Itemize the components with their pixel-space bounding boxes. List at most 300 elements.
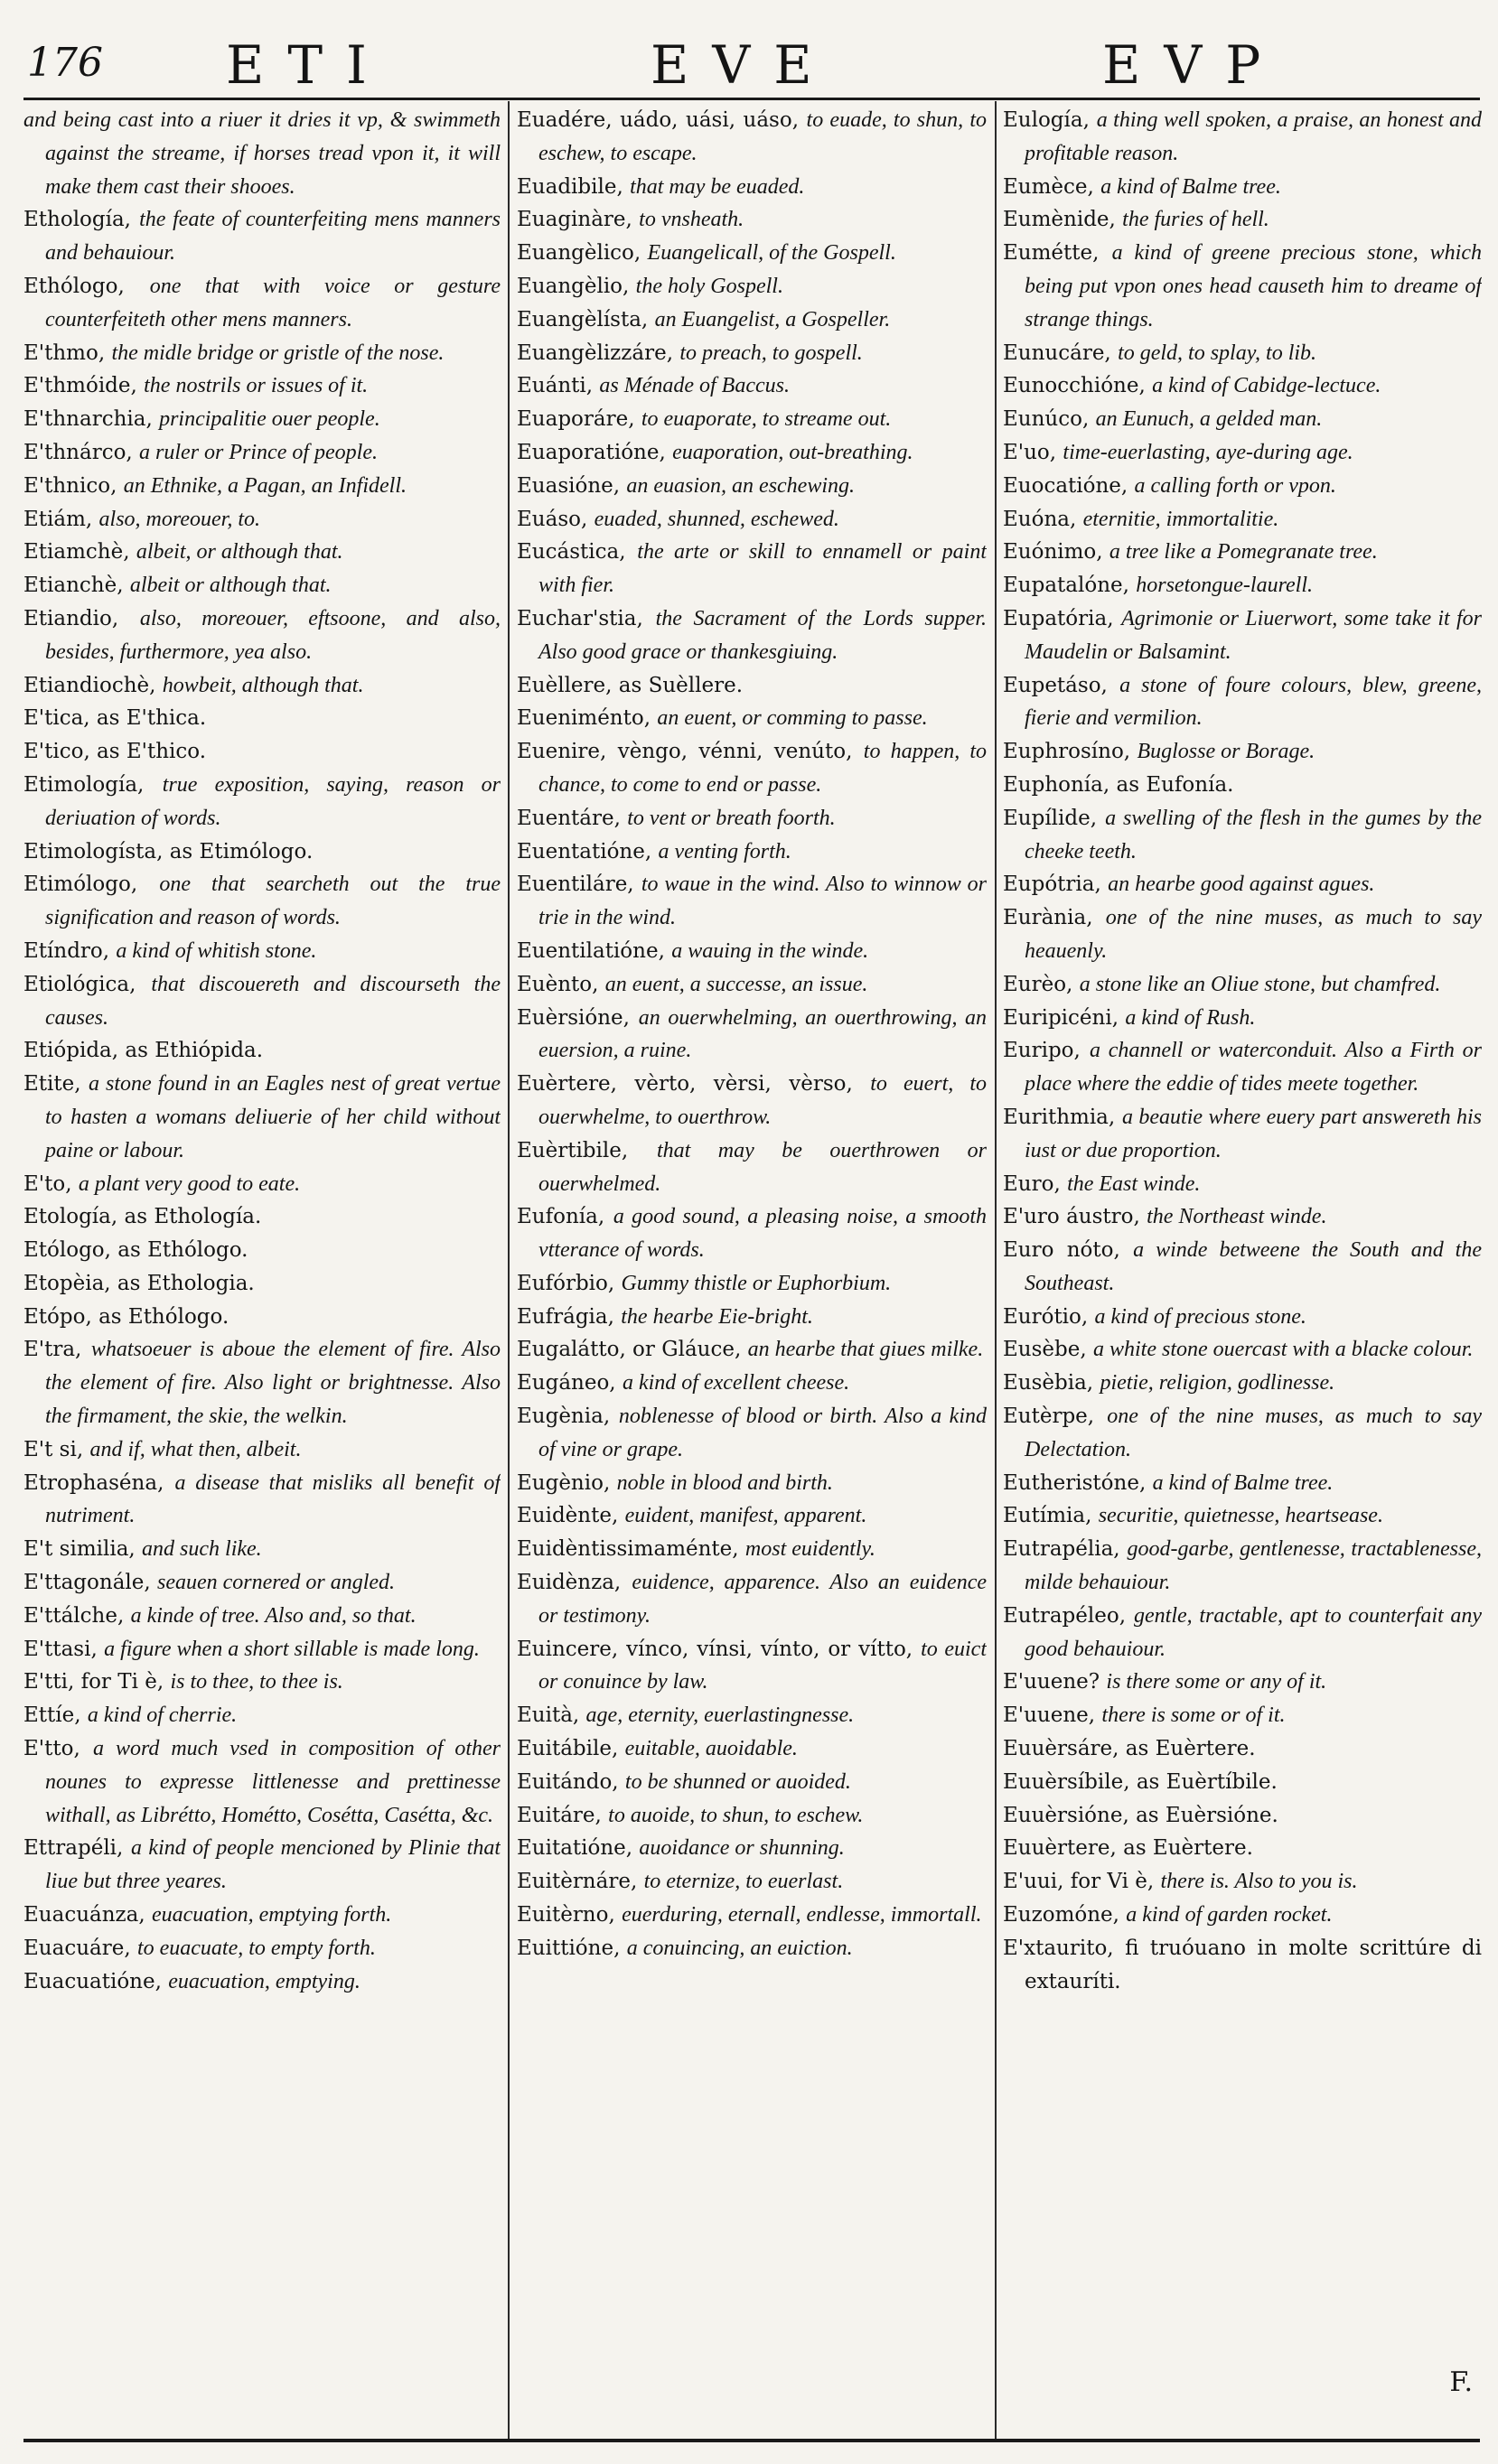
entry-definition: whatsoeuer is aboue the element of fire. Also the element of fire. Also light or brightnesse. Also the firmament, the skie, the welkin. [45, 1338, 501, 1429]
dictionary-entry [1003, 1467, 1482, 1500]
header-guide-right: EVP [1102, 34, 1285, 96]
dictionary-entry [517, 1267, 987, 1301]
entry-headword: Euphonía, as Eufonía. [1003, 772, 1234, 797]
dictionary-entry [517, 1633, 987, 1700]
entry-headword: Euripicéni, [1003, 1005, 1119, 1030]
dictionary-entry [23, 536, 501, 569]
dictionary-entry [1003, 1533, 1482, 1600]
entry-headword: Euadibile, [517, 174, 623, 199]
entry-definition: euident, manifest, apparent. [624, 1504, 867, 1528]
header-guide-center: EVE [651, 34, 836, 96]
entry-definition: euidence, apparence. Also an euidence or testimony. [538, 1571, 987, 1628]
entry-definition: euaded, shunned, eschewed. [594, 507, 839, 531]
entry-headword: Etiandio, [23, 606, 119, 630]
entry-headword: Euincere, vínco, vínsi, vínto, or vítto, [517, 1637, 913, 1661]
dictionary-entry [517, 436, 987, 470]
dictionary-entry [517, 1333, 987, 1367]
entry-headword: Euméttе, [1003, 241, 1100, 266]
entry-headword: E'ttálche, [23, 1603, 125, 1628]
entry-headword: Euaporáre, [517, 407, 635, 432]
entry-headword: Eugalátto, or Gláuce, [517, 1338, 742, 1362]
entry-headword: E'tti, for Ti è, [23, 1670, 164, 1694]
entry-definition: howbeit, although that. [162, 673, 364, 697]
dictionary-entry [517, 171, 987, 204]
entry-headword: Euitatióne, [517, 1836, 633, 1861]
entry-definition: a word much vsed in composition of other nounes to expresse littlenesse and prettinesse withall, as Librétto, Hométto, Cosétta, Casétta, &c. [45, 1737, 501, 1827]
entry-definition: to eternize, to euerlast. [643, 1870, 844, 1894]
dictionary-entry [1003, 569, 1482, 602]
entry-headword: Euitábile, [517, 1737, 619, 1761]
dictionary-entry [23, 1267, 501, 1301]
footer-rule [23, 2439, 1480, 2442]
entry-definition: a white stone ouercast with a blacke colour. [1092, 1338, 1474, 1362]
entry-headword: Euentiláre, [517, 873, 634, 897]
page-number: 176 [27, 40, 103, 86]
column-divider [508, 101, 510, 2439]
entry-headword: Etiandiochè, [23, 673, 156, 697]
dictionary-entry [23, 868, 501, 935]
entry-headword: Euènto, [517, 972, 599, 996]
entry-definition: as Ménade of Baccus. [599, 374, 790, 398]
entry-definition: a thing well spoken, a praise, an honest and profitable reason. [1025, 108, 1482, 165]
entry-definition: an euent, a successe, an issue. [604, 972, 868, 996]
dictionary-entry [1003, 868, 1482, 901]
entry-definition: the feate of counterfeiting mens manners and behauiour. [45, 208, 501, 266]
entry-headword: Eufrágia, [517, 1304, 614, 1329]
dictionary-entry [23, 403, 501, 436]
entry-headword: Eufonía, [517, 1205, 605, 1229]
entry-headword: Eunúco, [1003, 407, 1090, 432]
entry-headword: E'tto, [23, 1737, 80, 1761]
entry-headword: Eutímia, [1003, 1504, 1092, 1528]
entry-headword: Euuèrsióne, as Euèrsióne. [1003, 1803, 1278, 1827]
dictionary-entry [1003, 1865, 1482, 1899]
entry-definition: a winde betweene the South and the Southeast. [1025, 1238, 1482, 1295]
dictionary-entry [517, 1367, 987, 1400]
entry-headword: Euidèntissimaménte, [517, 1537, 739, 1562]
entry-headword: Euuèrtere, as Euèrtere. [1003, 1836, 1253, 1861]
entry-definition: the arte or skill to ennamell or paint with fier. [538, 540, 987, 598]
entry-definition: that may be euaded. [630, 174, 805, 199]
entry-definition: to euacuate, to empty forth. [136, 1936, 376, 1960]
dictionary-entry [517, 1002, 987, 1069]
entry-definition: noble in blood and birth. [616, 1470, 833, 1495]
entry-headword: Euro, [1003, 1171, 1061, 1196]
entry-headword: Euitándo, [517, 1769, 619, 1794]
entry-headword: Euro nóto, [1003, 1238, 1120, 1263]
dictionary-entry [517, 1699, 987, 1732]
entry-definition: an euasion, an eschewing. [626, 473, 856, 498]
entry-headword: Euitáre, [517, 1803, 602, 1827]
dictionary-entry [517, 369, 987, 403]
entry-headword: Eutrapélia, [1003, 1537, 1120, 1562]
dictionary-entry [1003, 1732, 1482, 1766]
entry-definition: horsetongue-laurell. [1136, 574, 1313, 598]
dictionary-entry [517, 1533, 987, 1566]
entry-headword: Eusèbe, [1003, 1338, 1087, 1362]
entry-headword: Eunucáre, [1003, 341, 1111, 365]
entry-definition: also, moreouer, to. [98, 507, 260, 531]
entry-definition: Euangelicall, of the Gospell. [647, 241, 896, 266]
dictionary-entry [1003, 1400, 1482, 1467]
entry-headword: Eupatalóne, [1003, 574, 1129, 598]
entry-definition: albeit, or although that. [136, 540, 343, 565]
dictionary-entry [23, 470, 501, 503]
entry-definition: to euert, to ouerwhelme, to ouerthrow. [538, 1072, 987, 1129]
dictionary-entry [517, 203, 987, 237]
dictionary-entry [1003, 104, 1482, 171]
entry-definition: securitie, quietnesse, heartsease. [1098, 1504, 1383, 1528]
dictionary-entry [23, 1234, 501, 1267]
entry-headword: Eufórbio, [517, 1271, 615, 1295]
entry-headword: Eutèrpe, [1003, 1405, 1095, 1429]
entry-headword: Etólogo, as Ethólogo. [23, 1238, 248, 1263]
dictionary-entry [1003, 901, 1482, 968]
dictionary-entry [1003, 369, 1482, 403]
entry-definition: one of the nine muses, as much to say heauenly. [1025, 906, 1482, 963]
dictionary-entry [517, 602, 987, 669]
entry-headword: Euèrtibile, [517, 1138, 629, 1162]
dictionary-entry [1003, 1666, 1482, 1699]
dictionary-entry [1003, 171, 1482, 204]
dictionary-entry [517, 735, 987, 802]
entry-definition: to waue in the wind. Also to winnow or trie in the wind. [538, 873, 987, 930]
dictionary-entry [23, 1732, 501, 1832]
dictionary-entry [517, 935, 987, 968]
dictionary-entry [23, 1932, 501, 1965]
dictionary-entry [1003, 337, 1482, 370]
dictionary-entry [517, 536, 987, 602]
dictionary-entry [1003, 536, 1482, 569]
entry-definition: an hearbe good against agues. [1108, 873, 1375, 897]
dictionary-entry [1003, 1766, 1482, 1799]
entry-headword: Euánti, [517, 374, 594, 398]
entry-definition: that may be ouerthrowen or ouerwhelmed. [538, 1138, 987, 1196]
dictionary-entry [517, 1766, 987, 1799]
entry-headword: Eurània, [1003, 906, 1093, 930]
dictionary-entry [517, 1932, 987, 1965]
dictionary-entry [517, 237, 987, 270]
dictionary-column-2 [517, 104, 987, 2425]
entry-definition: an euent, or comming to passe. [657, 706, 928, 731]
entry-headword: Euitèrno, [517, 1903, 615, 1927]
dictionary-entry [23, 1034, 501, 1068]
entry-definition: Buglosse or Borage. [1137, 740, 1315, 764]
entry-definition: a conuincing, an euiction. [626, 1936, 853, 1960]
entry-definition: euacuation, emptying. [168, 1969, 360, 1993]
entry-headword: Euasióne, [517, 473, 621, 498]
entry-definition: one that searcheth out the true signification and reason of words. [45, 873, 501, 930]
entry-definition: a venting forth. [658, 839, 791, 863]
entry-headword: Etimologísta, as Etimólogo. [23, 839, 314, 863]
dictionary-entry [1003, 1699, 1482, 1732]
entry-headword: Euità, [517, 1703, 580, 1728]
entry-headword: Euentilatióne, [517, 938, 665, 963]
dictionary-entry [23, 735, 501, 769]
entry-headword: E'uro áustro, [1003, 1205, 1140, 1229]
entry-headword: E'thnico, [23, 473, 117, 498]
entry-definition: an ouerwhelming, an ouerthrowing, an euersion, a ruine. [538, 1005, 987, 1063]
entry-definition: a stone of foure colours, blew, greene, fierie and vermilion. [1025, 673, 1482, 731]
dictionary-entry [23, 1333, 501, 1433]
entry-headword: Euadére, uádo, uási, uáso, [517, 108, 800, 132]
entry-headword: E'uuene, [1003, 1703, 1096, 1728]
entry-headword: Eurèo, [1003, 972, 1073, 996]
entry-headword: Euittióne, [517, 1936, 621, 1960]
entry-headword: Eugènio, [517, 1470, 611, 1495]
entry-headword: Eupílide, [1003, 806, 1098, 830]
entry-headword: Etrophaséna, [23, 1470, 164, 1495]
entry-definition: a kinde of tree. Also and, so that. [130, 1603, 417, 1628]
dictionary-entry [1003, 403, 1482, 436]
entry-headword: Eueniménto, [517, 706, 651, 731]
entry-definition: a kind of whitish stone. [116, 938, 317, 963]
dictionary-entry [23, 702, 501, 735]
dictionary-entry [517, 303, 987, 337]
entry-headword: E'xtaurito, fi truóuano in molte scrittúre di extauríti. [1003, 1936, 1482, 1993]
dictionary-entry [23, 436, 501, 470]
dictionary-entry [1003, 1832, 1482, 1865]
entry-definition: to euict or conuince by law. [538, 1637, 987, 1694]
dictionary-entry [23, 1832, 501, 1899]
entry-definition: a kind of Balme tree. [1100, 174, 1281, 199]
entry-definition: albeit or although that. [129, 574, 332, 598]
entry-definition: good-garbe, gentlenesse, tractablenesse, milde behauiour. [1025, 1537, 1482, 1595]
entry-headword: Euphrosíno, [1003, 740, 1131, 764]
entry-headword: Euèrtere, vèrto, vèrsi, vèrso, [517, 1072, 853, 1097]
entry-headword: Euacuáre, [23, 1936, 131, 1960]
dictionary-entry [23, 1533, 501, 1566]
entry-headword: Euuèrsíbile, as Euèrtíbile. [1003, 1769, 1278, 1794]
entry-headword: E'tico, as E'thico. [23, 740, 207, 764]
entry-definition: the Northeast winde. [1147, 1205, 1327, 1229]
dictionary-entry [517, 270, 987, 303]
entry-headword: Euónimo, [1003, 540, 1103, 565]
running-header [18, 18, 1482, 96]
dictionary-entry [23, 602, 501, 669]
dictionary-column-3 [1003, 104, 1482, 2425]
entry-headword: Euentatióne, [517, 839, 652, 863]
dictionary-entry [1003, 769, 1482, 802]
entry-headword: Etiamchè, [23, 540, 130, 565]
entry-headword: E'thmo, [23, 341, 106, 365]
entry-definition: a ruler or Prince of people. [139, 440, 378, 464]
entry-definition: most euidently. [744, 1537, 875, 1562]
entry-definition: Gummy thistle or Euphorbium. [621, 1271, 892, 1295]
dictionary-entry [1003, 503, 1482, 537]
entry-headword: Eupatória, [1003, 606, 1114, 630]
entry-headword: Euèllere, as Suèllere. [517, 673, 744, 697]
dictionary-entry [23, 1666, 501, 1699]
entry-definition: there is. Also to you is. [1160, 1870, 1358, 1894]
entry-definition: to euaporate, to streame out. [641, 407, 892, 432]
dictionary-entry [517, 1467, 987, 1500]
dictionary-entry [23, 1699, 501, 1732]
dictionary-entry [23, 1068, 501, 1167]
entry-headword: Eurithmia, [1003, 1105, 1116, 1129]
entry-headword: Euacuatióne, [23, 1969, 162, 1993]
dictionary-entry [517, 669, 987, 703]
dictionary-entry [517, 868, 987, 935]
entry-headword: Eucástica, [517, 540, 626, 565]
entry-definition: a calling forth or vpon. [1134, 473, 1336, 498]
entry-definition: is to thee, to thee is. [170, 1670, 343, 1694]
entry-definition: a beautie where euery part answereth his iust or due proportion. [1025, 1105, 1482, 1162]
dictionary-entry [1003, 1301, 1482, 1334]
entry-headword: Eulogía, [1003, 108, 1090, 132]
entry-headword: Etíndro, [23, 938, 110, 963]
dictionary-entry [1003, 1799, 1482, 1833]
entry-definition: an Euangelist, a Gospeller. [654, 307, 891, 331]
dictionary-entry [1003, 436, 1482, 470]
dictionary-entry [1003, 1499, 1482, 1533]
entry-headword: Eumèce, [1003, 174, 1094, 199]
entry-headword: E't similia, [23, 1537, 136, 1562]
dictionary-entry [23, 769, 501, 835]
entry-definition: pietie, religion, godlinesse. [1100, 1371, 1335, 1395]
entry-headword: E'thnárco, [23, 440, 133, 464]
dictionary-entry [23, 669, 501, 703]
dictionary-entry [1003, 1200, 1482, 1234]
dictionary-entry [23, 1168, 501, 1201]
dictionary-entry [1003, 968, 1482, 1002]
entry-headword: Euóna, [1003, 507, 1077, 531]
entry-headword: Euripo, [1003, 1039, 1081, 1063]
dictionary-entry [517, 1865, 987, 1899]
entry-headword: E'tica, as E'thica. [23, 706, 207, 731]
entry-definition: one of the nine muses, as much to say Delectation. [1025, 1405, 1482, 1461]
dictionary-entry [1003, 1899, 1482, 1932]
entry-headword: Etite, [23, 1072, 81, 1097]
entry-definition: a kind of greene precious stone, which being put vpon ones head causeth him to dreame of strange things. [1025, 241, 1482, 331]
entry-headword: E'tra, [23, 1338, 82, 1362]
dictionary-entry [517, 1301, 987, 1334]
entry-definition: and such like. [142, 1537, 262, 1562]
dictionary-entry [1003, 1002, 1482, 1035]
entry-headword: Etopèia, as Ethologia. [23, 1271, 255, 1295]
entry-definition: to geld, to splay, to lib. [1118, 341, 1317, 365]
entry-headword: Eumènide, [1003, 208, 1116, 232]
dictionary-entry [1003, 1101, 1482, 1168]
entry-definition: a kind of garden rocket. [1126, 1903, 1333, 1927]
entry-headword: Euaporatióne, [517, 440, 666, 464]
dictionary-entry [23, 337, 501, 370]
dictionary-entry [517, 1499, 987, 1533]
entry-definition: also, moreouer, eftsoone, and also, besides, furthermore, yea also. [45, 606, 501, 664]
dictionary-entry [1003, 470, 1482, 503]
entry-definition: a tree like a Pomegranate tree. [1109, 540, 1378, 565]
entry-headword: Eutrapéleo, [1003, 1603, 1127, 1628]
dictionary-entry [1003, 1600, 1482, 1666]
entry-definition: that discouereth and discourseth the causes. [45, 972, 501, 1030]
dictionary-entry [23, 1467, 501, 1534]
entry-headword: Etimólogo, [23, 873, 138, 897]
dictionary-entry [517, 1732, 987, 1766]
entry-headword: Ettíe, [23, 1703, 81, 1728]
entry-definition: the midle bridge or gristle of the nose. [111, 341, 445, 365]
entry-headword: Ethología, [23, 208, 131, 232]
entry-headword: Ethólogo, [23, 274, 125, 298]
entry-definition: euitable, auoidable. [624, 1737, 798, 1761]
entry-definition: euaporation, out-breathing. [672, 440, 913, 464]
entry-definition: auoidance or shunning. [639, 1836, 845, 1861]
entry-definition: euerduring, eternall, endlesse, immortall. [622, 1903, 982, 1927]
entry-headword: Euitèrnáre, [517, 1870, 638, 1894]
dictionary-entry [517, 337, 987, 370]
entry-definition: one that with voice or gesture counterfeiteth other mens manners. [45, 274, 501, 331]
entry-headword: Eusèbia, [1003, 1371, 1094, 1395]
entry-definition: a disease that misliks all benefit of nutriment. [45, 1470, 501, 1528]
entry-headword: Eupetáso, [1003, 673, 1108, 697]
entry-headword: Euenire, vèngo, vénni, venúto, [517, 740, 853, 764]
dictionary-entry [1003, 1034, 1482, 1101]
entry-headword: Etópo, as Ethólogo. [23, 1304, 229, 1329]
entry-definition: the hearbe Eie-bright. [621, 1304, 813, 1329]
entry-definition: the Sacrament of the Lords supper. Also good grace or thankesgiuing. [538, 606, 987, 664]
dictionary-entry [23, 104, 501, 203]
entry-definition: to euade, to shun, to eschew, to escape. [538, 108, 987, 165]
entry-headword: E'thmóide, [23, 374, 137, 398]
dictionary-entry [517, 1566, 987, 1633]
entry-headword: Eugènia, [517, 1405, 611, 1429]
entry-headword: Euocatióne, [1003, 473, 1128, 498]
entry-definition: a kind of excellent cheese. [622, 1371, 850, 1395]
entry-definition: to happen, to chance, to come to end or passe. [538, 740, 987, 797]
entry-definition: a plant very good to eate. [78, 1171, 301, 1196]
entry-definition: a good sound, a pleasing noise, a smooth vtterance of words. [538, 1205, 987, 1263]
dictionary-entry [23, 968, 501, 1035]
entry-headword: E'ttasi, [23, 1637, 98, 1661]
entry-headword: E'uuene? [1003, 1670, 1100, 1694]
entry-headword: Euangèlio, [517, 274, 630, 298]
dictionary-entry [517, 1400, 987, 1467]
entry-definition: time-euerlasting, aye-during age. [1063, 440, 1353, 464]
entry-headword: Euzomóne, [1003, 1903, 1119, 1927]
entry-headword: Euchar'stia, [517, 606, 643, 630]
entry-definition: the holy Gospell. [635, 274, 783, 298]
dictionary-entry [1003, 1333, 1482, 1367]
entry-headword: E't si, [23, 1437, 84, 1461]
dictionary-entry [517, 1068, 987, 1134]
dictionary-entry [23, 369, 501, 403]
entry-headword: Etiám, [23, 507, 93, 531]
dictionary-entry [517, 802, 987, 835]
entry-headword: Euáso, [517, 507, 588, 531]
dictionary-entry [1003, 1168, 1482, 1201]
dictionary-entry [1003, 1367, 1482, 1400]
entry-headword: Euidènte, [517, 1504, 619, 1528]
entry-definition: true exposition, saying, reason or deriuation of words. [45, 772, 501, 830]
entry-headword: Eutheristóne, [1003, 1470, 1147, 1495]
dictionary-entry [517, 1832, 987, 1865]
entry-definition: euacuation, emptying forth. [152, 1903, 392, 1927]
entry-headword: E'ttagonále, [23, 1571, 151, 1595]
entry-definition: a figure when a short sillable is made long. [104, 1637, 480, 1661]
entry-definition: a kind of people mencioned by Plinie that liue but three yeares. [45, 1836, 501, 1894]
entry-definition: to vnsheath. [639, 208, 744, 232]
entry-definition: a channell or waterconduit. Also a Firth or place where the eddie of tides meete together. [1025, 1039, 1482, 1097]
entry-definition: age, eternity, euerlastingnesse. [585, 1703, 855, 1728]
dictionary-entry [1003, 1932, 1482, 1999]
entry-headword: Euangèlico, [517, 241, 641, 266]
entry-headword: Etiológica, [23, 972, 136, 996]
dictionary-entry [1003, 602, 1482, 669]
entry-headword: Euangèlizzáre, [517, 341, 674, 365]
catchword: F. [1449, 2366, 1473, 2398]
entry-headword: Euacuánza, [23, 1903, 145, 1927]
entry-headword: Euuèrsáre, as Euèrtere. [1003, 1737, 1256, 1761]
entry-definition: a kind of Balme tree. [1152, 1470, 1334, 1495]
